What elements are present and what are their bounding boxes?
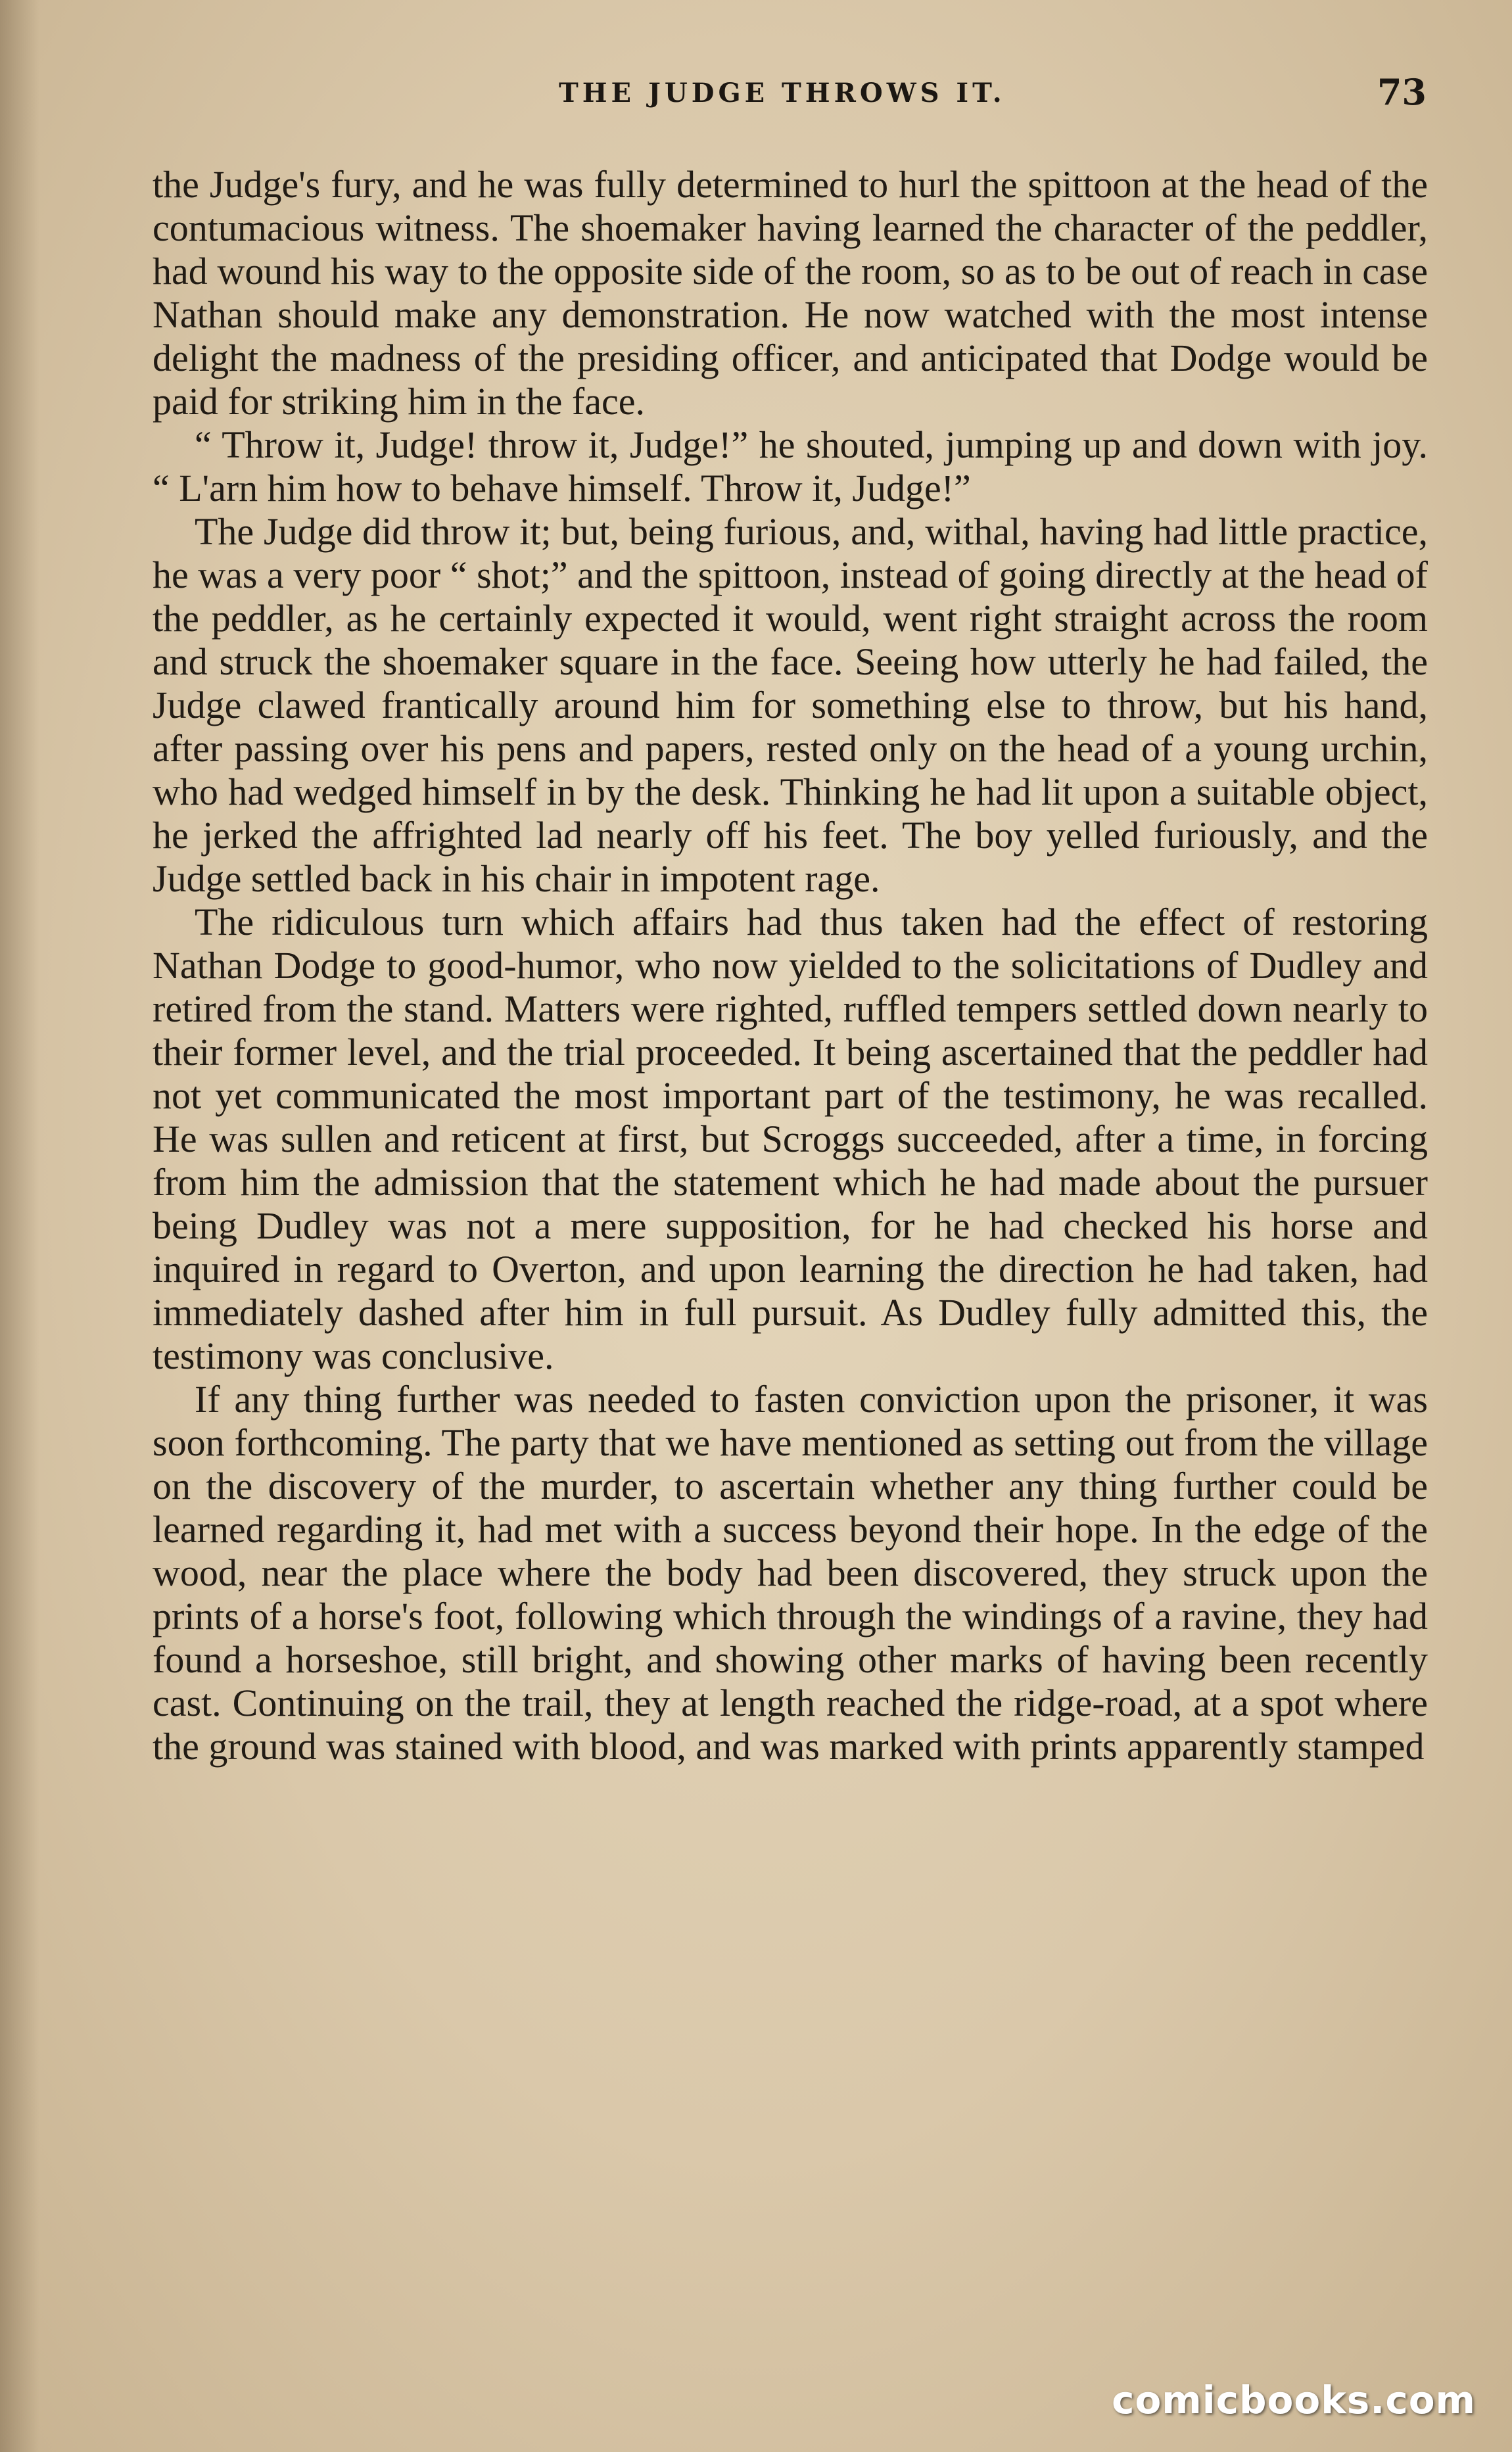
body-text: [153, 163, 1428, 1768]
paragraph: The Judge did throw it; but, being furious, and, withal, having had little practice, he was a very poor “ shot;” and the spittoon, instead of going directly at the head of the peddler, as he certainly expected it would, went right straight across the room and struck the shoemaker square in the face. Seeing how utterly he had failed, the Judge clawed frantically around him for something else to throw, but his hand, after passing over his pens and papers, rested only on the head of a young urchin, who had wedged himself in by the desk. Thinking he had lit upon a suitable object, he jerked the affrighted lad nearly off his feet. The boy yelled furiously, and the Judge settled back in his chair in impotent rage.: [153, 510, 1428, 900]
paragraph: “ Throw it, Judge! throw it, Judge!” he shouted, jumping up and down with joy. “ L'arn him how to behave himself. Throw it, Judge!”: [153, 423, 1428, 509]
paragraph: the Judge's fury, and he was fully determined to hurl the spittoon at the head of the contumacious witness. The shoemaker having learned the character of the peddler, had wound his way to the opposite side of the room, so as to be out of reach in case Nathan should make any demonstration. He now watched with the most intense delight the madness of the presiding officer, and anticipated that Dodge would be paid for striking him in the face.: [153, 163, 1428, 423]
watermark: comicbooks.com: [1112, 2378, 1476, 2422]
binding-shadow: [0, 0, 39, 2452]
page-header: [151, 71, 1433, 130]
page-number: 73: [1377, 71, 1427, 113]
paragraph: If any thing further was needed to fasten conviction upon the prisoner, it was soon forthcoming. The party that we have mentioned as setting out from the village on the discovery of the murder, to ascertain whether any thing further could be learned regarding it, had met with a success beyond their hope. In the edge of the wood, near the place where the body had been discovered, they struck upon the prints of a horse's foot, following which through the windings of a ravine, they had found a horseshoe, still bright, and showing other marks of having been recently cast. Continuing on the trail, they at length reached the ridge-road, at a spot where the ground was stained with blood, and was marked with prints apparently stamped: [153, 1378, 1428, 1768]
running-head: THE JUDGE THROWS IT.: [559, 78, 1006, 108]
paragraph: The ridiculous turn which affairs had thus taken had the effect of restoring Nathan Dodge to good-humor, who now yielded to the solicitations of Dudley and retired from the stand. Matters were righted, ruffled tempers settled down nearly to their former level, and the trial proceeded. It being ascertained that the peddler had not yet communicated the most important part of the testimony, he was recalled. He was sullen and reticent at first, but Scroggs succeeded, after a time, in forcing from him the admission that the statement which he had made about the pursuer being Dudley was not a mere supposition, for he had checked his horse and inquired in regard to Overton, and upon learning the direction he had taken, had immediately dashed after him in full pursuit. As Dudley fully admitted this, the testimony was conclusive.: [153, 901, 1428, 1377]
